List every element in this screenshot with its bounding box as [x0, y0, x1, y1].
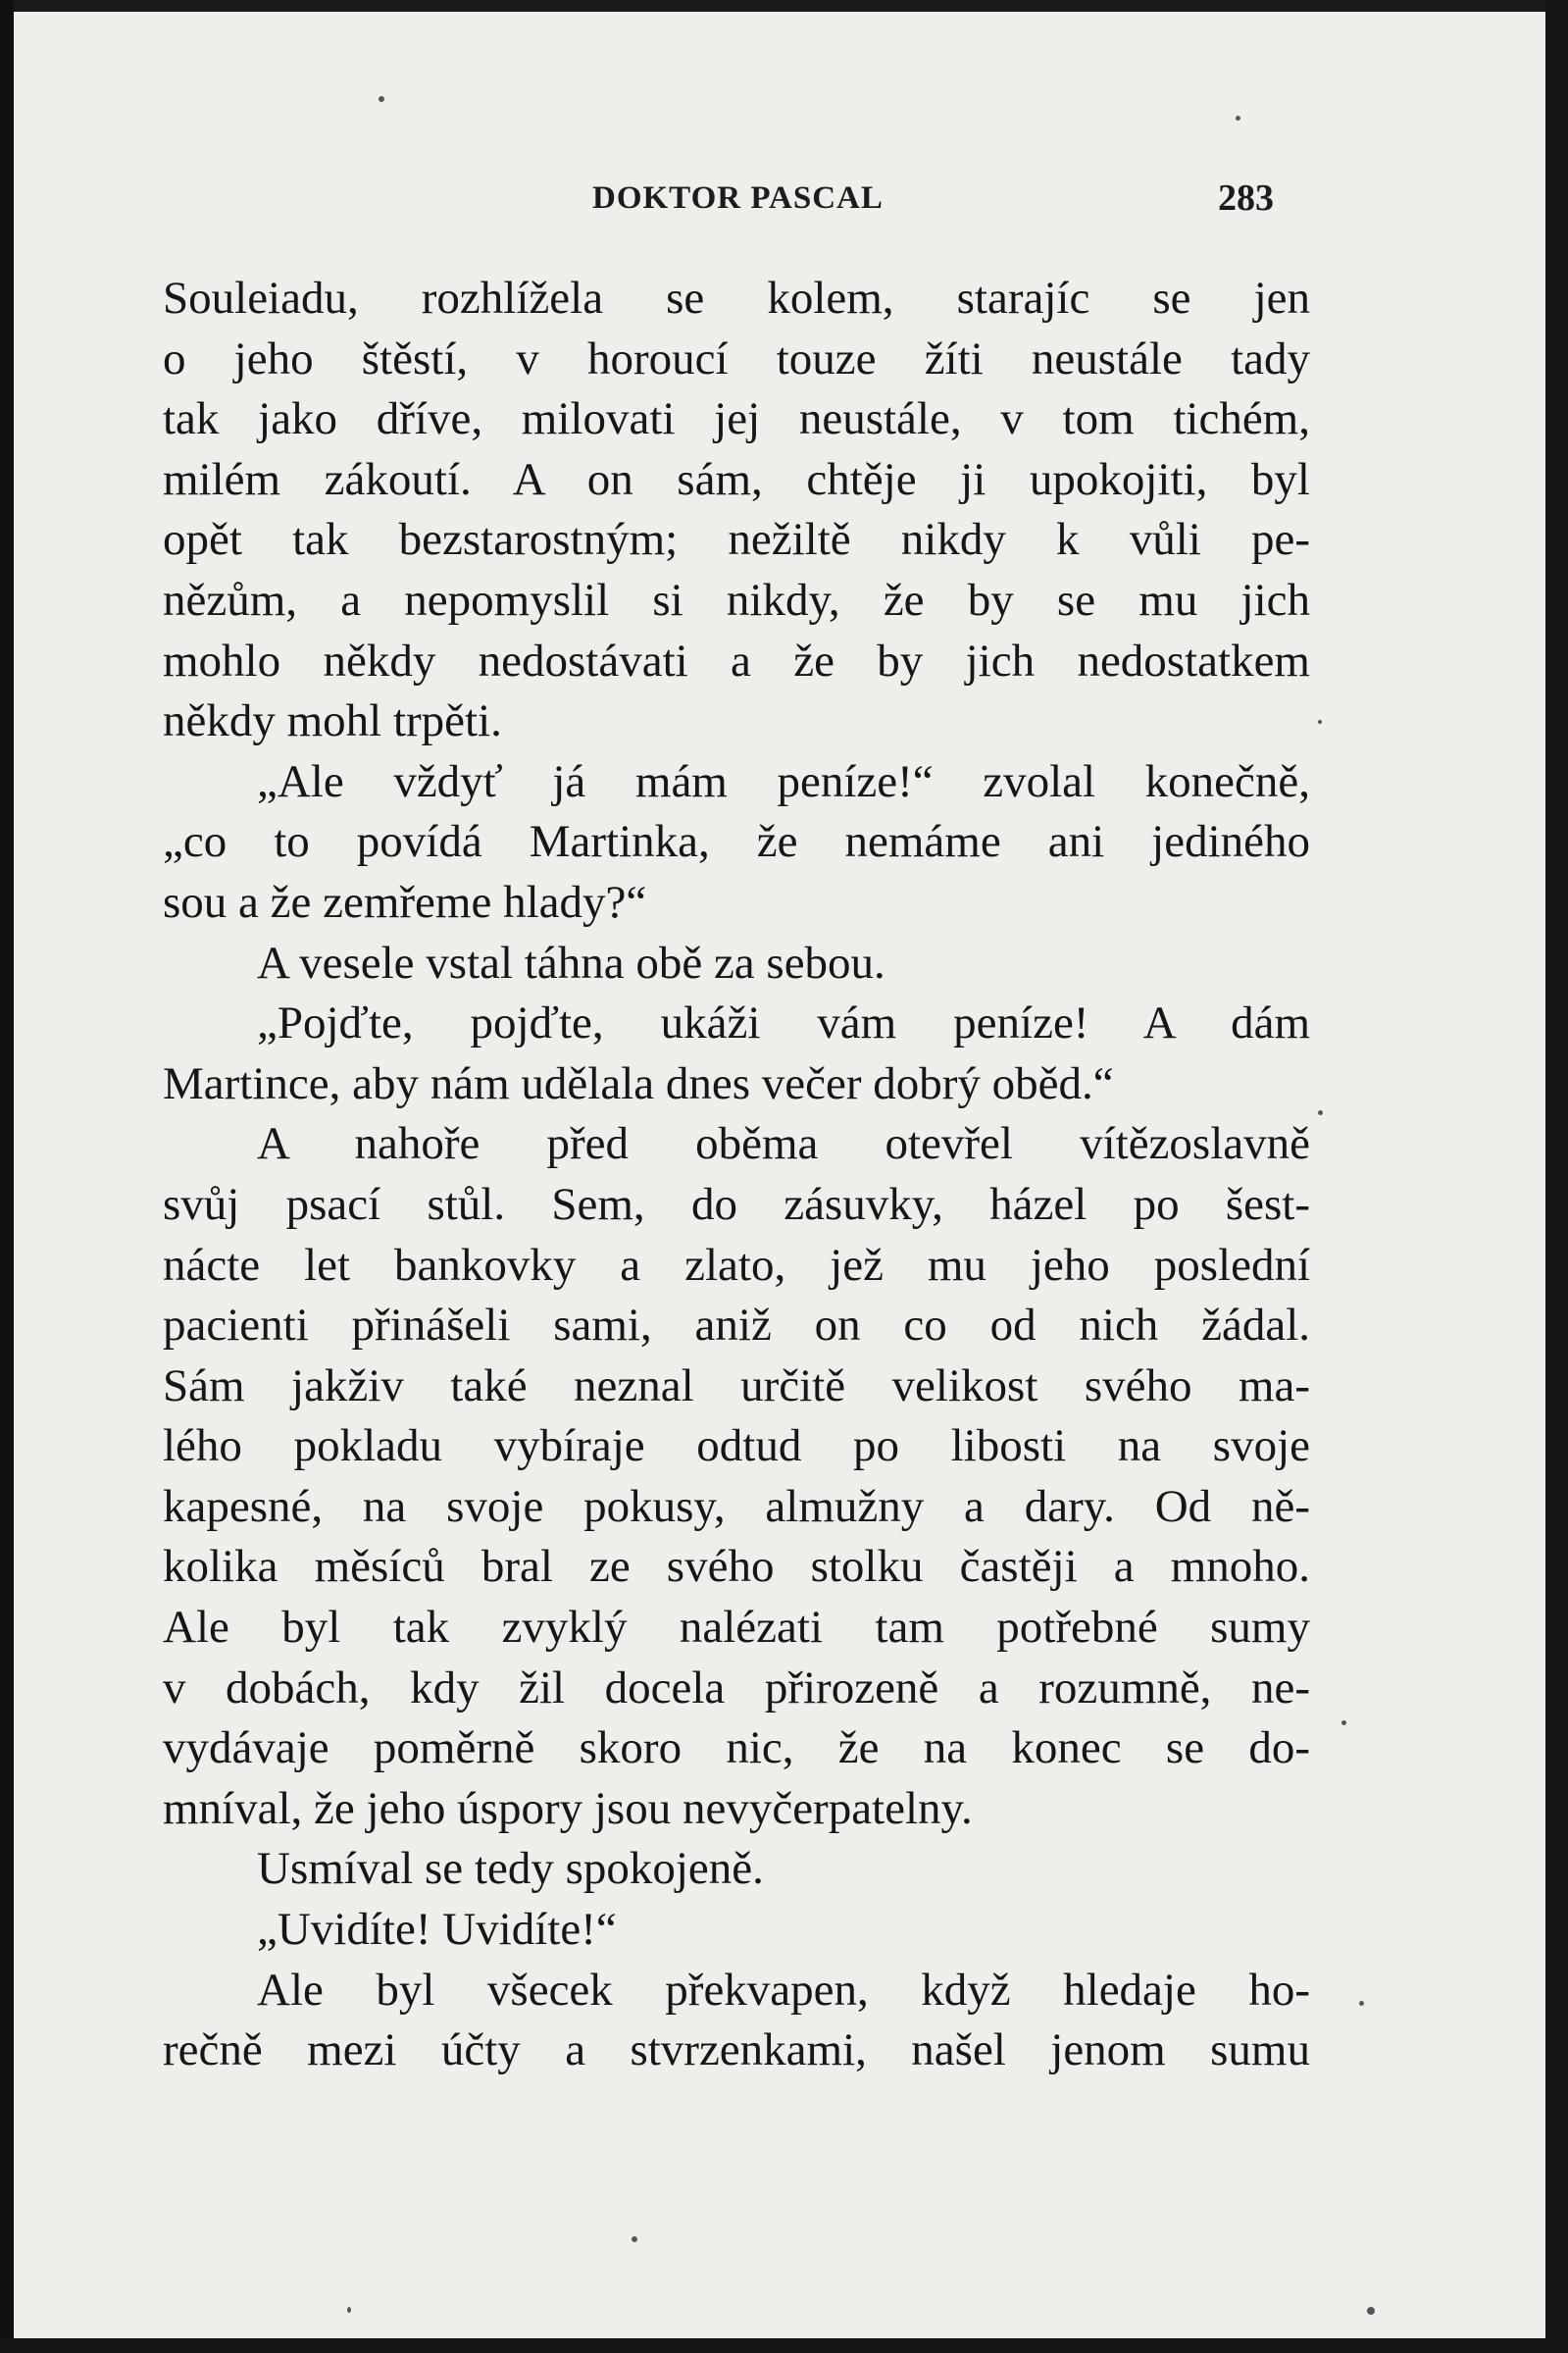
text-line: pacienti přinášeli sami, aniž on co od nich žádal.: [163, 1300, 1310, 1352]
scan-speck: [632, 2236, 637, 2242]
text-line: kapesné, na svoje pokusy, almužny a dary. Od ně-: [163, 1480, 1310, 1532]
text-line: A nahoře před oběma otevřel vítězoslavně: [257, 1118, 1310, 1170]
scan-speck: [379, 96, 384, 102]
text-line: opět tak bezstarostným; nežiltě nikdy k vůli pe-: [163, 514, 1310, 566]
text-line: „Pojďte, pojďte, ukáži vám peníze! A dám: [257, 997, 1310, 1049]
text-line: kolika měsíců bral ze svého stolku častěji a mnoho.: [163, 1541, 1310, 1593]
text-line: o jeho štěstí, v horoucí touze žíti neustále tady: [163, 332, 1310, 384]
page-right-edge: [1545, 0, 1568, 2353]
text-line: rečně mezi účty a stvrzenkami, našel jenom sumu: [163, 2024, 1310, 2076]
text-line: vydávaje poměrně skoro nic, že na konec se do-: [163, 1722, 1310, 1774]
text-line: „Ale vždyť já mám peníze!“ zvolal konečně,: [257, 755, 1310, 807]
scan-speck: [1318, 1110, 1323, 1115]
text-line: svůj psací stůl. Sem, do zásuvky, házel po šest-: [163, 1178, 1310, 1230]
text-line: „Uvidíte! Uvidíte!“: [257, 1904, 617, 1956]
text-line: lého pokladu vybíraje odtud po libosti na svoje: [163, 1420, 1310, 1472]
page-bottom-edge: [0, 2338, 1568, 2353]
page-header: [14, 177, 1545, 226]
text-line: nácte let bankovky a zlato, jež mu jeho poslední: [163, 1239, 1310, 1291]
text-line: Ale byl všecek překvapen, když hledaje ho-: [257, 1964, 1310, 2016]
text-line: někdy mohl trpěti.: [163, 695, 502, 747]
text-line: tak jako dříve, milovati jej neustále, v tom tichém,: [163, 393, 1310, 445]
text-line: Ale byl tak zvyklý nalézati tam potřebné sumy: [163, 1602, 1310, 1654]
text-line: Souleiadu, rozhlížela se kolem, starajíc se jen: [163, 273, 1310, 324]
text-line: A vesele vstal táhna obě za sebou.: [257, 937, 885, 989]
text-line: nězům, a nepomyslil si nikdy, že by se mu jich: [163, 574, 1310, 626]
text-line: Sám jakživ také neznal určitě velikost svého ma-: [163, 1359, 1310, 1411]
page-number: 283: [1218, 178, 1274, 219]
scan-speck: [1367, 2307, 1375, 2315]
scan-speck: [347, 2307, 351, 2313]
text-line: Usmíval se tedy spokojeně.: [257, 1843, 764, 1895]
text-line: v dobách, kdy žil docela přirozeně a rozumně, ne-: [163, 1662, 1310, 1714]
text-line: milém zákoutí. A on sám, chtěje ji upokojiti, byl: [163, 453, 1310, 505]
text-line: mohlo někdy nedostávati a že by jich nedostatkem: [163, 635, 1310, 687]
text-line: Martince, aby nám udělala dnes večer dobrý oběd.“: [163, 1057, 1114, 1109]
text-line: „co to povídá Martinka, že nemáme ani jediného: [163, 816, 1310, 868]
book-spine-edge: [0, 0, 14, 2353]
text-line: sou a že zemřeme hlady?“: [163, 876, 647, 928]
text-line: mníval, že jeho úspory jsou nevyčerpatelny.: [163, 1782, 973, 1834]
scan-speck: [1359, 2001, 1364, 2006]
scan-speck: [1341, 1720, 1346, 1725]
running-title: DOKTOR PASCAL: [592, 180, 884, 216]
book-page: [14, 12, 1545, 2338]
scan-speck: [1318, 720, 1322, 724]
scan-speck: [1236, 116, 1240, 121]
body-text: [163, 269, 1310, 2081]
